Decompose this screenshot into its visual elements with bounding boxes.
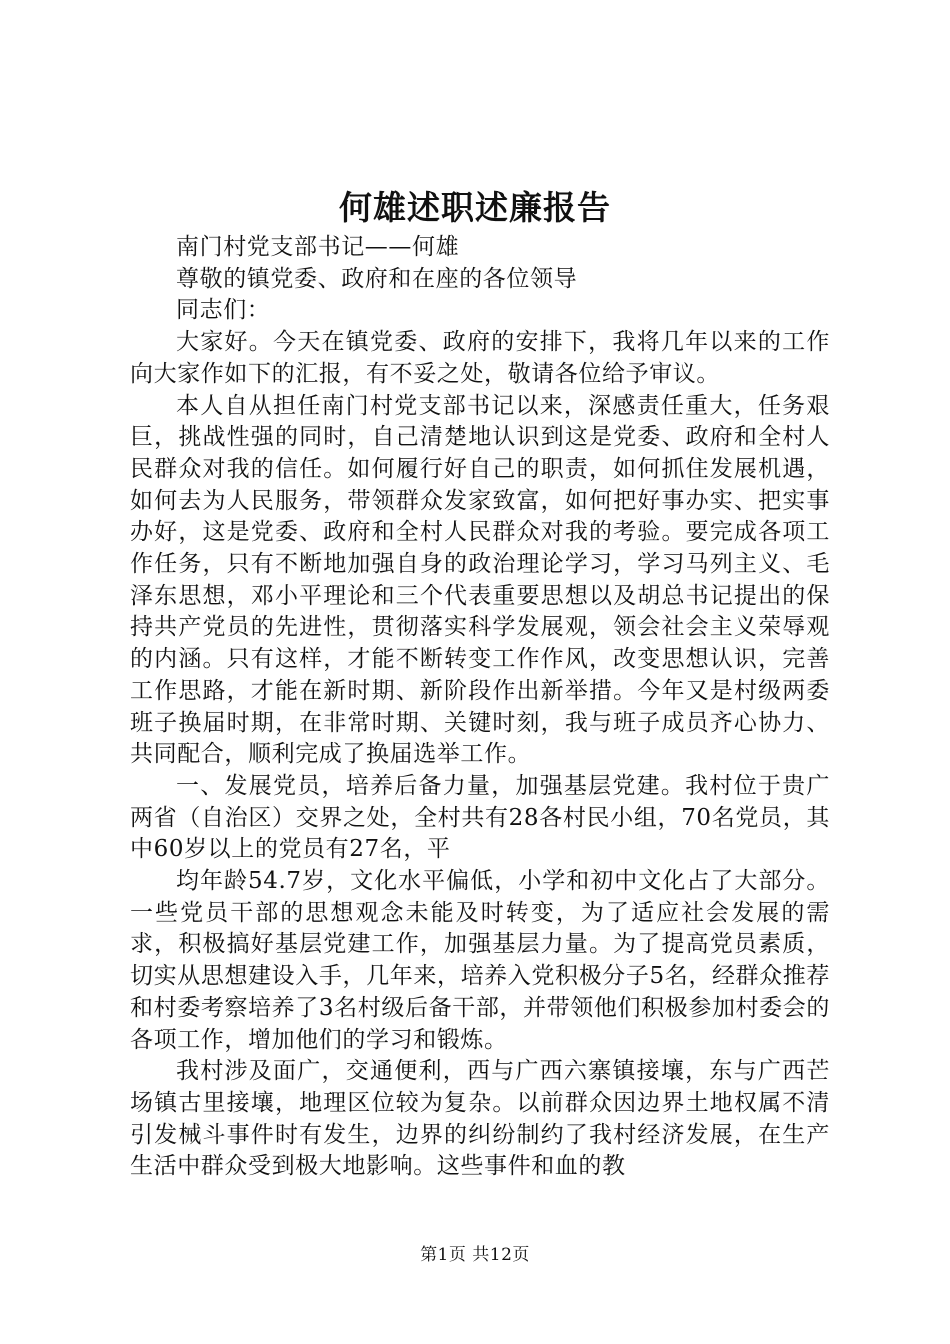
- paragraph: 大家好。今天在镇党委、政府的安排下，我将几年以来的工作向大家作如下的汇报，有不妥之处，敬请各位给予审议。: [130, 329, 830, 387]
- salutation-line: 尊敬的镇党委、政府和在座的各位领导: [176, 265, 578, 292]
- salutation-comrades: 同志们：: [176, 297, 271, 324]
- paragraph: 一、发展党员，培养后备力量，加强基层党建。我村位于贵广两省（自治区）交界之处，全村共有28各村民小组，70名党员，其中60岁以上的党员有27名，平: [130, 772, 830, 863]
- document-title: 何雄述职述廉报告: [339, 188, 611, 227]
- paragraph: 本人自从担任南门村党支部书记以来，深感责任重大，任务艰巨，挑战性强的同时，自己清楚地认识到这是党委、政府和全村人民群众对我的信任。如何履行好自己的职责，如何抓住发展机遇，如何去为人民服务，带领群众发家致富，如何把好事办实、把实事办好，这是党委、政府和全村人民群众对我的考验。要完成各项工作任务，只有不断地加强自身的政治理论学习，学习马列主义、毛泽东思想，邓小平理论和三个代表重要思想以及胡总书记提出的保持共产党员的先进性，贯彻落实科学发展观，领会社会主义荣辱观的内涵。只有这样，才能不断转变工作作风，改变思想认识，完善工作思路，才能在新时期、新阶段作出新举措。今年又是村级两委班子换届时期，在非常时期、关键时刻，我与班子成员齐心协力、共同配合，顺利完成了换届选举工作。: [130, 392, 830, 768]
- paragraph: 我村涉及面广，交通便利，西与广西六寨镇接壤，东与广西芒场镇古里接壤，地理区位较为复杂。以前群众因边界土地权属不清引发械斗事件时有发生，边界的纠纷制约了我村经济发展，在生产生活中群众受到极大地影响。这些事件和血的教: [130, 1058, 830, 1180]
- author-line: 南门村党支部书记——何雄: [176, 234, 460, 260]
- paragraph: 均年龄54.7岁，文化水平偏低，小学和初中文化占了大部分。一些党员干部的思想观念未能及时转变，为了适应社会发展的需求，积极搞好基层党建工作，加强基层力量。为了提高党员素质，切实从思想建设入手，几年来，培养入党积极分子5名，经群众推荐和村委考察培养了3名村级后备干部，并带领他们积极参加村委会的各项工作，增加他们的学习和锻炼。: [130, 868, 830, 1053]
- document-body: [130, 232, 830, 1183]
- page-number-footer: 第1页 共12页: [420, 1245, 530, 1265]
